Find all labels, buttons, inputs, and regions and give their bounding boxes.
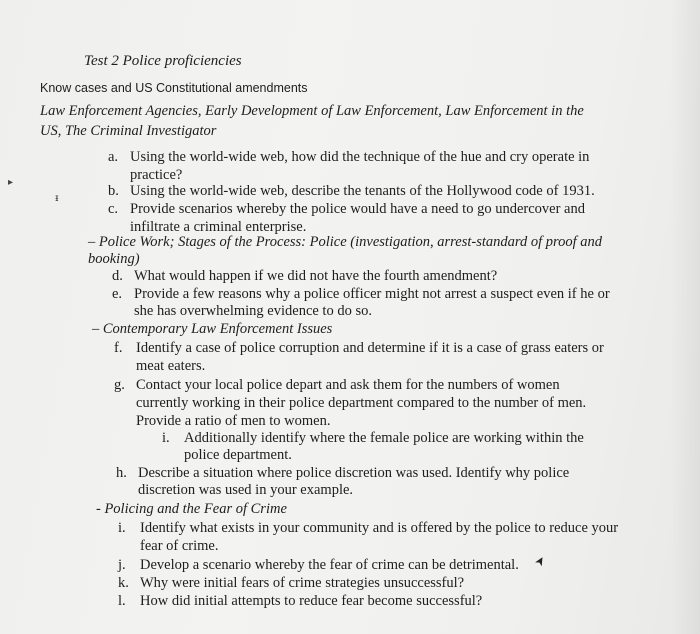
item-label: j. <box>118 557 126 573</box>
item-label: b. <box>108 183 119 199</box>
item-label: c. <box>108 201 119 217</box>
item-g-cont2: Provide a ratio of men to women. <box>136 413 331 429</box>
item-g-cont1: currently working in their police department compared to the number of men. <box>136 395 587 411</box>
item-label: d. <box>112 268 123 284</box>
item-f <box>114 340 604 356</box>
item-i-cont: fear of crime. <box>140 538 219 554</box>
left-arrow-mark: ▸ <box>8 177 14 188</box>
item-text: Why were initial fears of crime strategies unsuccessful? <box>140 575 465 591</box>
document-title: Test 2 Police proficiencies <box>84 53 242 69</box>
mouse-cursor-icon: ➤ <box>531 553 549 569</box>
item-d <box>112 268 497 284</box>
item-c-cont: infiltrate a criminal enterprise. <box>130 219 307 235</box>
item-label: i. <box>118 520 126 536</box>
item-b <box>108 183 595 199</box>
item-label: a. <box>108 149 119 165</box>
section2-heading-line2: booking) <box>88 251 140 267</box>
item-text: Additionally identify where the female police are working within the <box>184 430 584 446</box>
item-i <box>118 520 618 536</box>
section3-heading: – Contemporary Law Enforcement Issues <box>92 321 333 337</box>
item-k <box>118 575 464 591</box>
section1-heading-line1: Law Enforcement Agencies, Early Development of Law Enforcement, Law Enforcement in the <box>40 103 584 119</box>
item-text: What would happen if we did not have the fourth amendment? <box>134 268 498 284</box>
item-f-cont: meat eaters. <box>136 358 206 374</box>
document-subtitle: Know cases and US Constitutional amendments <box>40 81 308 95</box>
item-text: Describe a situation where police discretion was used. Identify why police <box>138 465 570 481</box>
item-text: Develop a scenario whereby the fear of crime can be detrimental. <box>140 557 519 573</box>
item-text: How did initial attempts to reduce fear become successful? <box>140 593 483 609</box>
item-text: Provide scenarios whereby the police would have a need to go undercover and <box>130 201 585 217</box>
item-a-cont: practice? <box>130 167 183 183</box>
item-g-i <box>162 430 584 446</box>
section4-heading: - Policing and the Fear of Crime <box>96 501 287 517</box>
item-text: Identify a case of police corruption and determine if it is a case of grass eaters or <box>136 340 604 356</box>
item-g-i-cont: police department. <box>184 447 292 463</box>
item-a <box>108 149 589 165</box>
item-label: e. <box>112 286 123 302</box>
item-c <box>108 201 585 217</box>
item-label: k. <box>118 575 129 591</box>
item-text: Using the world-wide web, how did the technique of the hue and cry operate in <box>130 149 590 165</box>
item-j <box>118 557 519 573</box>
item-g <box>114 377 560 393</box>
item-text: Contact your local police depart and ask them for the numbers of women <box>136 377 560 393</box>
small-mark: ᵻ <box>55 193 59 204</box>
item-label: l. <box>118 593 126 609</box>
item-label: i. <box>162 430 170 446</box>
section1-heading-line2: US, The Criminal Investigator <box>40 123 217 139</box>
item-h <box>116 465 569 481</box>
item-label: g. <box>114 377 125 393</box>
section2-heading-line1: – Police Work; Stages of the Process: Police (investigation, arrest-standard of proof and <box>88 234 603 250</box>
item-l <box>118 593 482 609</box>
item-text: Provide a few reasons why a police officer might not arrest a suspect even if he or <box>134 286 610 302</box>
item-text: Using the world-wide web, describe the tenants of the Hollywood code of 1931. <box>130 183 595 199</box>
item-label: h. <box>116 465 127 481</box>
item-e <box>112 286 610 302</box>
item-h-cont: discretion was used in your example. <box>138 482 354 498</box>
item-e-cont: she has overwhelming evidence to do so. <box>134 303 372 319</box>
item-label: f. <box>114 340 123 356</box>
item-text: Identify what exists in your community and is offered by the police to reduce your <box>140 520 619 536</box>
